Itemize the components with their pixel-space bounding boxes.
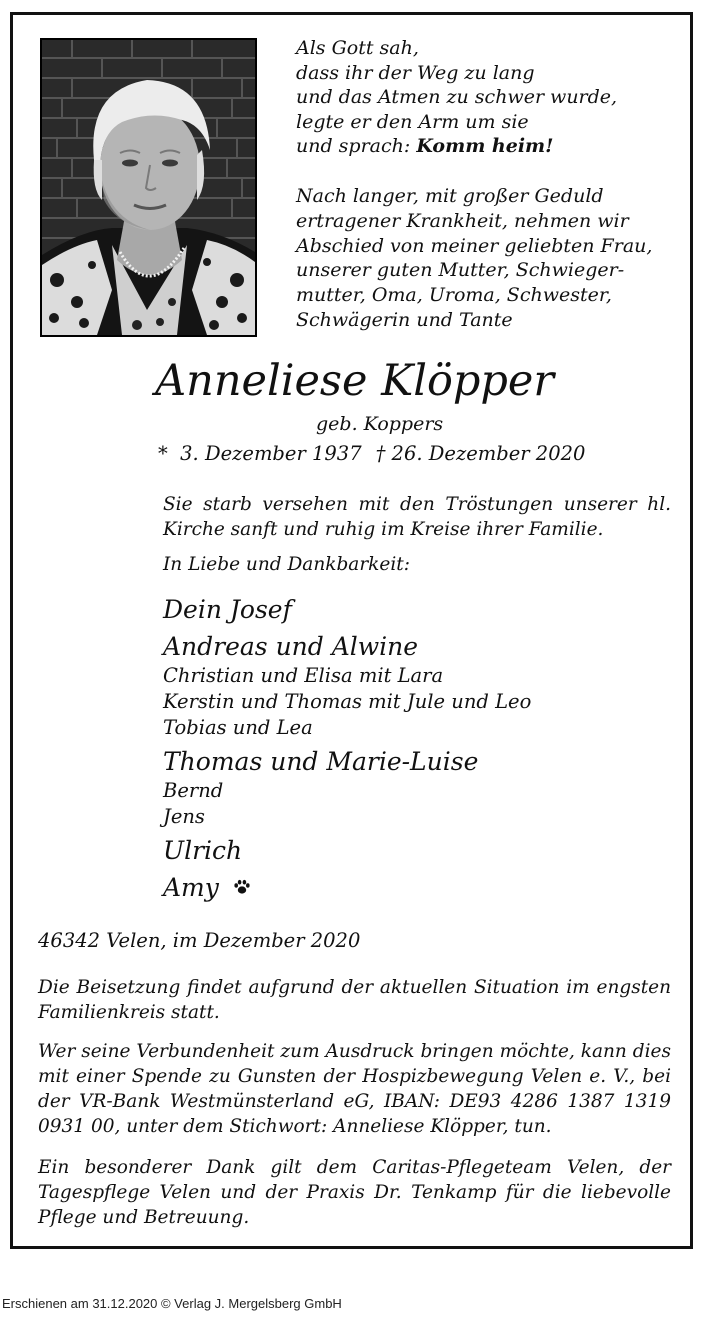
- portrait-photo: [40, 38, 257, 337]
- thanks-notice: Ein besonderer Dank gilt dem Caritas-Pflegeteam Velen, der Tagespflege Velen und der Praxis Dr. Tenkamp für die liebevolle Pflege und Betreuung.: [38, 1157, 671, 1228]
- family-member: Bernd: [163, 779, 224, 802]
- poem-line: und sprach:: [296, 135, 417, 157]
- maiden-name: geb. Koppers: [316, 413, 444, 435]
- donation-notice: Wer seine Verbundenheit zum Ausdruck bringen möchte, kann dies mit einer Spende zu Gunsten der Hospizbewegung Velen e. V., bei der VR-Bank Westmünsterland eG, IBAN: DE93 4286 1387 1319 0931 00, unter dem Stichwort: Anneliese Klöpper, tun.: [38, 1041, 671, 1137]
- life-dates: [158, 442, 585, 465]
- family-member: Dein Josef: [163, 595, 292, 624]
- place-date: 46342 Velen, im Dezember 2020: [38, 929, 361, 952]
- family-member: Thomas und Marie-Luise: [163, 747, 479, 776]
- sacraments-text: Sie starb versehen mit den Tröstungen unserer hl. Kirche sanft und ruhig im Kreise ihrer Familie.: [163, 494, 671, 540]
- poem-emphasis: Komm heim!: [416, 135, 554, 157]
- intro-line: Nach langer, mit großer Geduld: [296, 185, 604, 207]
- paw-print-icon: [233, 871, 251, 904]
- intro-line: Abschied von meiner geliebten Frau,: [296, 234, 653, 257]
- pet-name: Amy: [163, 873, 219, 902]
- poem-line: legte er den Arm um sie: [296, 110, 529, 133]
- intro-line: Schwägerin und Tante: [296, 308, 513, 331]
- intro-line: ertragener Krankheit, nehmen wir: [296, 209, 629, 232]
- poem-line: dass ihr der Weg zu lang: [296, 61, 535, 84]
- intro-line: mutter, Oma, Uroma, Schwester,: [296, 284, 612, 307]
- poem: [296, 36, 681, 159]
- gratitude-line: In Liebe und Dankbarkeit:: [163, 554, 410, 575]
- death-date: † 26. Dezember 2020: [375, 442, 586, 465]
- family-member: Christian und Elisa mit Lara: [163, 664, 444, 687]
- family-member: Tobias und Lea: [163, 716, 313, 739]
- birth-date: * 3. Dezember 1937: [158, 442, 362, 465]
- poem-line: Als Gott sah,: [296, 37, 419, 59]
- intro-line: unserer guten Mutter, Schwieger-: [296, 259, 625, 282]
- family-member-pet: [163, 871, 663, 908]
- deceased-name: Anneliese Klöpper: [155, 356, 554, 406]
- publication-footer: Erschienen am 31.12.2020 © Verlag J. Mergelsberg GmbH: [2, 1296, 342, 1311]
- family-member: Ulrich: [163, 836, 243, 865]
- poem-line: und das Atmen zu schwer wurde,: [296, 86, 618, 108]
- family-member: Kerstin und Thomas mit Jule und Leo: [163, 690, 532, 713]
- family-list: [163, 593, 663, 908]
- family-member: Andreas und Alwine: [163, 632, 419, 661]
- burial-notice: Die Beisetzung findet aufgrund der aktuellen Situation im engsten Familienkreis statt.: [38, 977, 671, 1023]
- intro-text: [296, 184, 681, 333]
- family-member: Jens: [163, 805, 205, 828]
